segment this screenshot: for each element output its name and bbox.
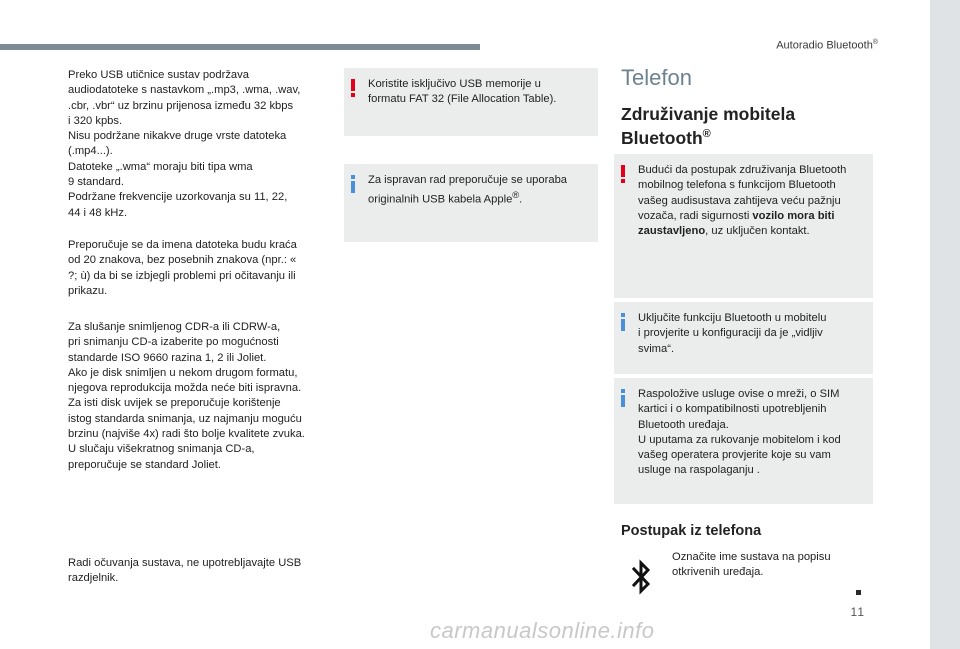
section-title xyxy=(776,39,878,52)
subheading-pairing-text: Združivanje mobitela Bluetooth xyxy=(621,104,796,148)
note-bluetooth-visible xyxy=(614,302,873,374)
note-apple-cable xyxy=(344,164,598,242)
header-rule xyxy=(0,44,480,50)
section-title-text: Autoradio Bluetooth xyxy=(776,39,873,52)
bluetooth-icon xyxy=(629,558,655,596)
usb-hub-paragraph: Radi očuvanja sustava, ne upotrebljavajte USB razdjelnik. xyxy=(68,557,302,585)
page-marker xyxy=(856,590,861,595)
note-apple-cable-sup: ® xyxy=(512,190,520,201)
note-pairing-safety-c: , uz uključen kontakt. xyxy=(705,225,810,238)
page-number: 11 xyxy=(850,605,865,619)
note-services-text: Raspoložive usluge ovise o mreži, o SIM kartici i o kompatibilnosti upotrebljenih Bluetooth uređaja. U uputama za rukovanje mobitelom i kod vašeg operatera provjerite koje su vam usluge na raspolaganju . xyxy=(638,388,841,477)
subheading-pairing xyxy=(621,104,871,148)
note-pairing-safety-text xyxy=(638,163,861,239)
note-bluetooth-visible-text: Uključite funkciju Bluetooth u mobitelu i provjerite u konfiguraciji da je „vidljiv svima“. xyxy=(638,312,827,355)
warning-icon xyxy=(621,165,625,183)
section-title-sup: ® xyxy=(872,39,878,46)
note-apple-cable-main: Za ispravan rad preporučuje se uporaba originalnih USB kabela Apple xyxy=(368,174,568,207)
note-pairing-safety-bold: vozilo mora biti zaustavljeno xyxy=(638,209,835,238)
note-pairing-safety-a: Budući da postupak združivanja Bluetooth mobilnog telefona s funkcijom Bluetooth vašeg audisustava zahtijeva veću pažnju vozača, radi sigurnosti xyxy=(638,164,847,222)
subheading-procedure: Postupak iz telefona xyxy=(621,523,762,539)
section-heading-telefon: Telefon xyxy=(621,65,692,90)
note-pairing-safety xyxy=(614,154,873,298)
watermark: carmanualsonline.info xyxy=(430,618,655,643)
note-apple-cable-text xyxy=(368,173,586,208)
note-services xyxy=(614,378,873,504)
cd-paragraph: Za slušanje snimljenog CDR-a ili CDRW-a, pri snimanju CD-a izaberite po mogućnosti standarde ISO 9660 razina 1, 2 ili Joliet. Ako je disk snimljen u nekom drugom formatu, njegova reprodukcija možda neće biti ispravna. Za isti disk uvijek se preporučuje korištenje istog standarda snimanja, uz najmanju moguću brzinu (najviše 4x) radi što bolje kvalitete zvuka. U slučaju višekratnog snimanja CD-a, preporučuje se standard Joliet. xyxy=(68,321,305,471)
info-icon xyxy=(351,175,355,193)
procedure-step-text: Označite ime sustava na popisu otkrivenih uređaja. xyxy=(672,551,831,579)
note-fat32-text: Koristite isključivo USB memorije u formatu FAT 32 (File Allocation Table). xyxy=(368,78,557,106)
note-fat32 xyxy=(344,68,598,136)
warning-icon xyxy=(351,79,355,97)
info-icon xyxy=(621,313,625,331)
filename-paragraph: Preporučuje se da imena datoteka budu kraća od 20 znakova, bez posebnih znakova (npr.: « ?; ù) da bi se izbjegli problemi pri očitavanju ili prikazu. xyxy=(68,239,297,297)
usb-formats-paragraph: Preko USB utičnice sustav podržava audiodatoteke s nastavkom „.mp3, .wma, .wav, .cbr, .vbr“ uz brzinu prijenosa između 32 kbps i 320 kpbs. Nisu podržane nikakve druge vrste datoteka (.mp4...). Datoteke „.wma“ moraju biti tipa wma 9 standard. Podržane frekvencije uzorkovanja su 11, 22, 44 i 48 kHz. xyxy=(68,69,301,219)
subheading-pairing-sup: ® xyxy=(702,128,711,140)
side-strip xyxy=(930,0,960,649)
note-apple-cable-end: . xyxy=(519,194,523,207)
info-icon xyxy=(621,389,625,407)
